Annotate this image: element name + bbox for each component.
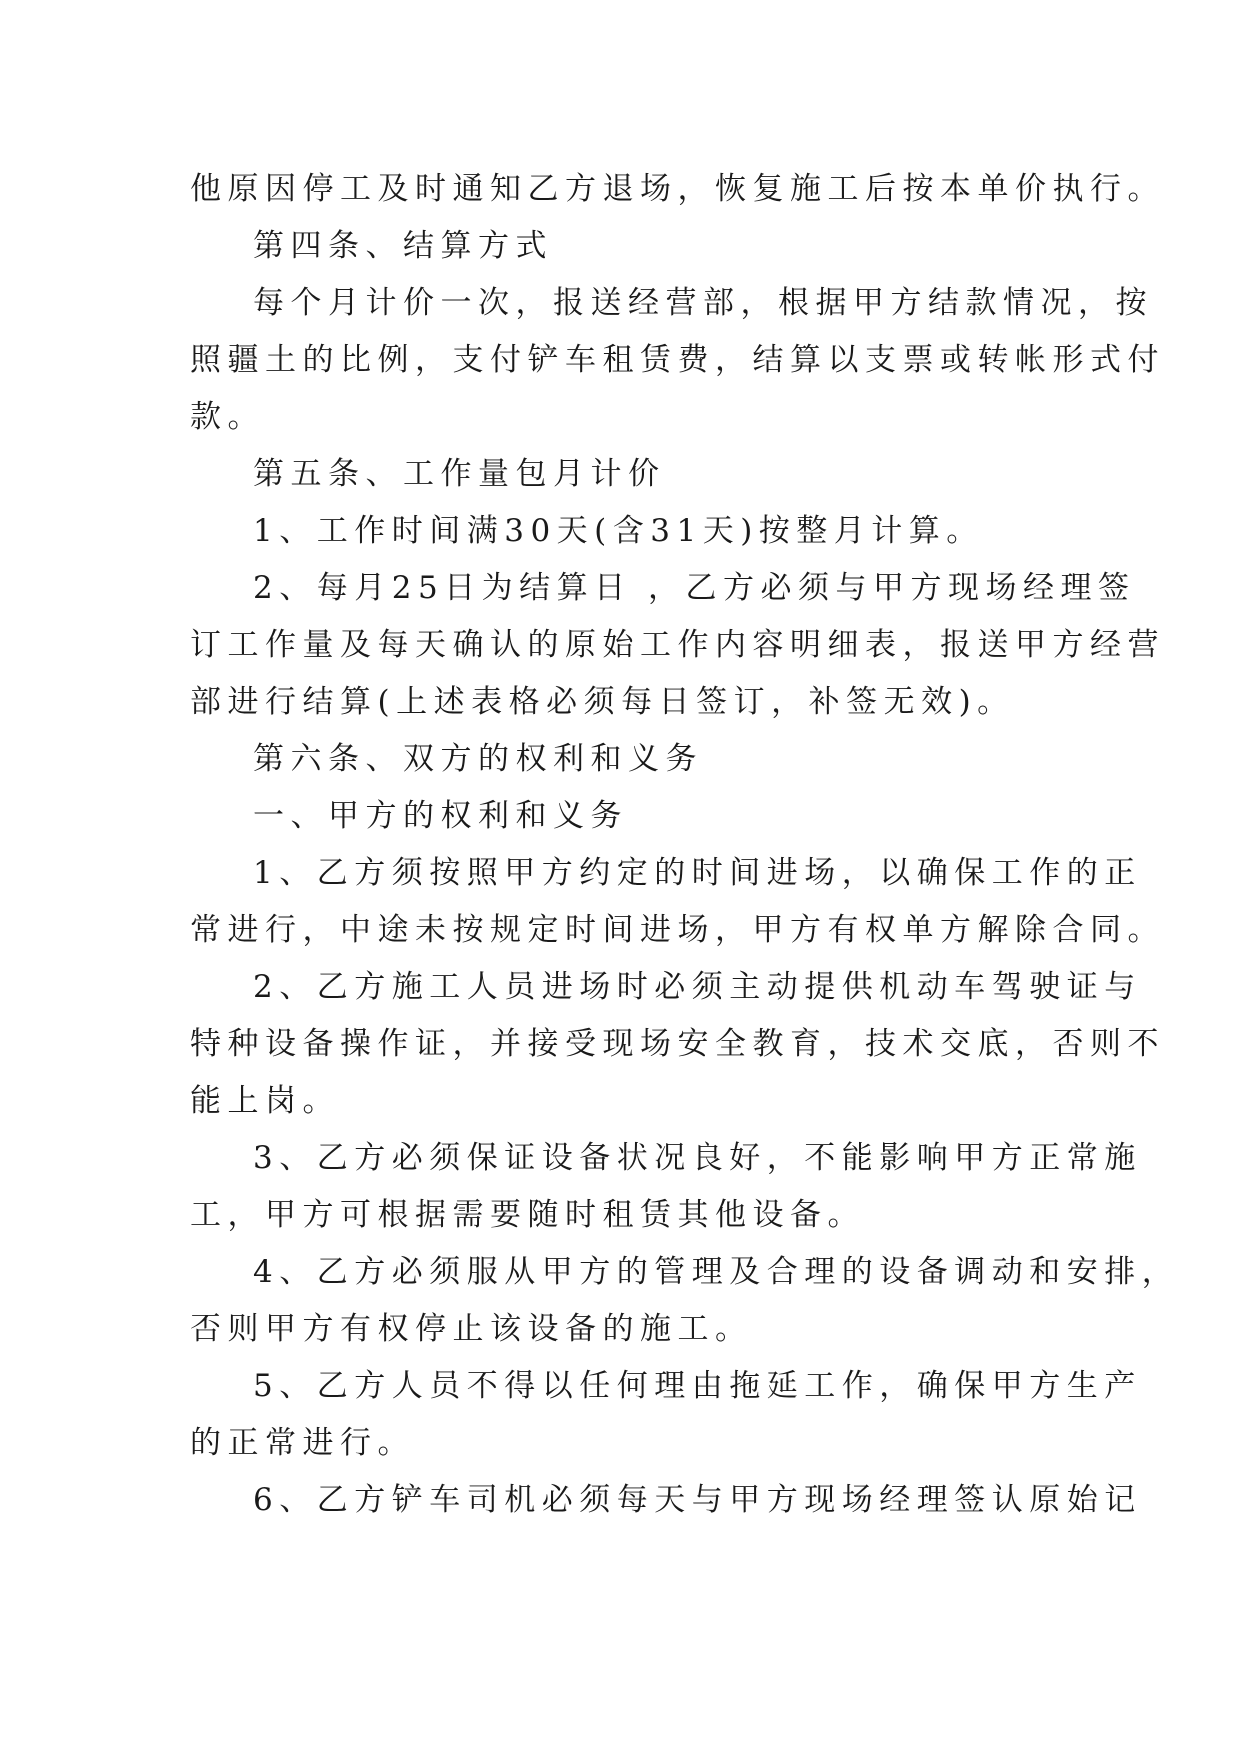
text-line-14: 常进行，中途未按规定时间进场，甲方有权单方解除合同。 bbox=[190, 912, 1165, 948]
text-line-1: 他原因停工及时通知乙方退场，恢复施工后按本单价执行。 bbox=[190, 171, 1165, 207]
text-line-9: 订工作量及每天确认的原始工作内容明细表，报送甲方经营 bbox=[190, 627, 1165, 663]
text-line-22: 5、乙方人员不得以任何理由拖延工作，确保甲方生产 bbox=[253, 1368, 1142, 1404]
text-line-3: 每个月计价一次，报送经营部，根据甲方结款情况，按 bbox=[253, 285, 1153, 321]
article-5-heading: 第五条、工作量包月计价 bbox=[253, 456, 666, 492]
text-line-4: 照疆土的比例，支付铲车租赁费，结算以支票或转帐形式付 bbox=[190, 342, 1165, 378]
text-line-8: 2、每月25日为结算日 ，乙方必须与甲方现场经理签 bbox=[253, 570, 1136, 606]
text-line-21: 否则甲方有权停止该设备的施工。 bbox=[190, 1311, 753, 1347]
section-1-heading: 一、甲方的权利和义务 bbox=[253, 798, 628, 834]
text-line-18: 3、乙方必须保证设备状况良好，不能影响甲方正常施 bbox=[253, 1140, 1142, 1176]
text-line-7: 1、工作时间满30天(含31天)按整月计算。 bbox=[253, 513, 984, 549]
text-line-5: 款。 bbox=[190, 399, 265, 435]
article-4-heading: 第四条、结算方式 bbox=[253, 228, 553, 264]
article-6-heading: 第六条、双方的权利和义务 bbox=[253, 741, 703, 777]
text-line-20: 4、乙方必须服从甲方的管理及合理的设备调动和安排， bbox=[253, 1254, 1180, 1290]
text-line-19: 工，甲方可根据需要随时租赁其他设备。 bbox=[190, 1197, 865, 1233]
text-line-24: 6、乙方铲车司机必须每天与甲方现场经理签认原始记 bbox=[253, 1482, 1142, 1518]
text-line-17: 能上岗。 bbox=[190, 1083, 340, 1119]
text-line-13: 1、乙方须按照甲方约定的时间进场，以确保工作的正 bbox=[253, 855, 1142, 891]
text-line-23: 的正常进行。 bbox=[190, 1425, 415, 1461]
text-line-10: 部进行结算(上述表格必须每日签订，补签无效)。 bbox=[190, 684, 1015, 720]
text-line-16: 特种设备操作证，并接受现场安全教育，技术交底，否则不 bbox=[190, 1026, 1165, 1062]
text-line-15: 2、乙方施工人员进场时必须主动提供机动车驾驶证与 bbox=[253, 969, 1142, 1005]
